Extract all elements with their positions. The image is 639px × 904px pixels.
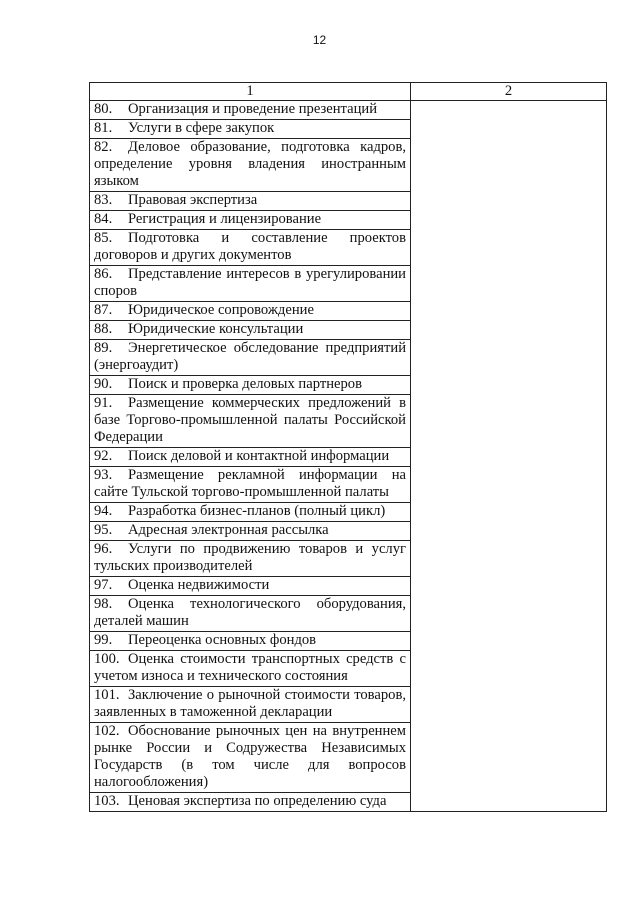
service-item-cell: [90, 632, 411, 651]
service-item-cell: [90, 340, 411, 376]
item-number: 82.: [94, 139, 113, 155]
item-text: Разработка бизнес-планов (полный цикл): [128, 503, 386, 519]
item-number: 93.: [94, 467, 113, 483]
item-text: Ценовая экспертиза по определению суда: [128, 793, 387, 809]
service-item-cell: [90, 723, 411, 793]
column-2-cell: [411, 101, 607, 812]
item-number: 83.: [94, 192, 113, 208]
service-item-cell: [90, 101, 411, 120]
item-text: Обоснование рыночных цен на внутреннем рынке России и Содружества Независимых Государств (в том числе для вопросов налогообложения): [94, 723, 406, 790]
item-number: 89.: [94, 340, 113, 356]
service-item-cell: [90, 376, 411, 395]
service-item-cell: [90, 541, 411, 577]
service-item-cell: [90, 230, 411, 266]
item-number: 90.: [94, 376, 113, 392]
item-text: Оценка технологического оборудования, деталей машин: [94, 596, 406, 629]
service-item-cell: [90, 503, 411, 522]
item-number: 102.: [94, 723, 120, 739]
service-item-cell: [90, 321, 411, 340]
service-item-cell: [90, 211, 411, 230]
item-text: Адресная электронная рассылка: [128, 522, 329, 538]
item-text: Подготовка и составление проектов договоров и других документов: [94, 230, 406, 263]
services-table: [89, 82, 607, 812]
item-number: 81.: [94, 120, 113, 136]
item-number: 103.: [94, 793, 120, 809]
service-item-cell: [90, 139, 411, 192]
item-text: Переоценка основных фондов: [128, 632, 317, 648]
item-number: 97.: [94, 577, 113, 593]
item-number: 88.: [94, 321, 113, 337]
item-number: 86.: [94, 266, 113, 282]
table-body: [90, 101, 607, 812]
service-item-cell: [90, 522, 411, 541]
item-text: Регистрация и лицензирование: [128, 211, 322, 227]
item-text: Представление интересов в урегулировании споров: [94, 266, 406, 299]
item-number: 87.: [94, 302, 113, 318]
column-header-1: 1: [90, 83, 411, 101]
service-item-cell: [90, 687, 411, 723]
item-text: Поиск деловой и контактной информации: [128, 448, 390, 464]
item-text: Размещение рекламной информации на сайте Тульской торгово-промышленной палаты: [94, 467, 406, 500]
service-item-cell: [90, 395, 411, 448]
service-item-cell: [90, 596, 411, 632]
service-item-cell: [90, 651, 411, 687]
item-text: Юридические консультации: [128, 321, 304, 337]
item-text: Заключение о рыночной стоимости товаров, заявленных в таможенной декларации: [94, 687, 406, 720]
item-text: Оценка недвижимости: [128, 577, 270, 593]
item-number: 99.: [94, 632, 113, 648]
table-header-row: [90, 83, 607, 101]
page-number: 12: [312, 33, 327, 47]
item-text: Организация и проведение презентаций: [128, 101, 378, 117]
item-text: Услуги в сфере закупок: [128, 120, 275, 136]
table-row: [90, 101, 607, 120]
service-item-cell: [90, 577, 411, 596]
service-item-cell: [90, 448, 411, 467]
service-item-cell: [90, 302, 411, 321]
item-number: 91.: [94, 395, 113, 411]
item-text: Оценка стоимости транспортных средств с учетом износа и технического состояния: [94, 651, 406, 684]
item-number: 98.: [94, 596, 113, 612]
column-header-2: 2: [411, 83, 607, 101]
item-number: 96.: [94, 541, 113, 557]
service-item-cell: [90, 467, 411, 503]
item-text: Поиск и проверка деловых партнеров: [128, 376, 362, 392]
item-number: 100.: [94, 651, 120, 667]
service-item-cell: [90, 266, 411, 302]
item-number: 92.: [94, 448, 113, 464]
item-number: 85.: [94, 230, 113, 246]
item-number: 101.: [94, 687, 120, 703]
item-number: 94.: [94, 503, 113, 519]
item-text: Правовая экспертиза: [128, 192, 258, 208]
item-text: Деловое образование, подготовка кадров, определение уровня владения иностранным языком: [94, 139, 406, 189]
item-number: 95.: [94, 522, 113, 538]
item-text: Размещение коммерческих предложений в базе Торгово-промышленной палаты Российской Федерации: [94, 395, 406, 445]
service-item-cell: [90, 793, 411, 812]
item-text: Услуги по продвижению товаров и услуг тульских производителей: [94, 541, 406, 574]
service-item-cell: [90, 192, 411, 211]
service-item-cell: [90, 120, 411, 139]
item-number: 84.: [94, 211, 113, 227]
item-number: 80.: [94, 101, 113, 117]
item-text: Юридическое сопровождение: [128, 302, 314, 318]
item-text: Энергетическое обследование предприятий (энергоаудит): [94, 340, 406, 373]
